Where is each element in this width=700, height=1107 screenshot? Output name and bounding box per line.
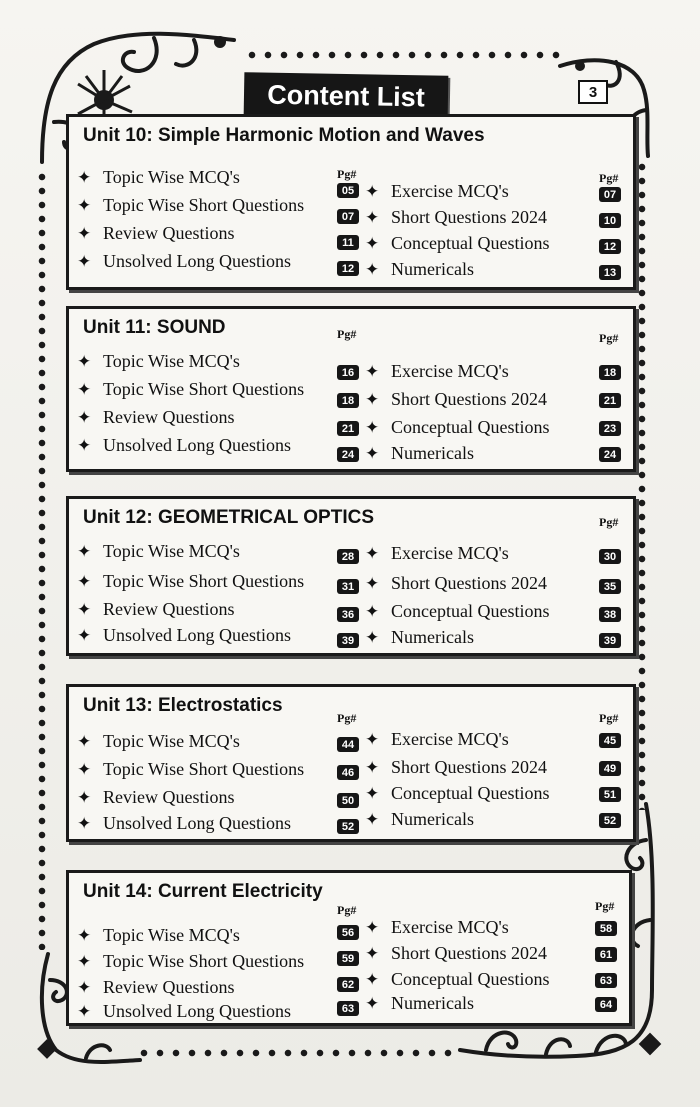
page-badge: 31: [337, 579, 359, 594]
item-label: Short Questions 2024: [391, 573, 548, 593]
page-badge: 56: [337, 925, 359, 940]
item-label: Short Questions 2024: [391, 757, 548, 777]
unit-10-box: [66, 114, 636, 290]
list-item: [77, 951, 304, 972]
star-bullet-icon: ✦: [365, 918, 380, 937]
page-badge: 24: [599, 447, 621, 462]
unit-13-box: [66, 684, 636, 842]
page-badge: 61: [595, 947, 617, 962]
page-badge: 12: [599, 239, 621, 254]
page-badge: 52: [337, 819, 359, 834]
star-bullet-icon: ✦: [77, 600, 92, 619]
list-item: [365, 573, 547, 594]
list-item: [365, 943, 547, 964]
star-bullet-icon: ✦: [77, 168, 92, 187]
page-badge: 11: [337, 235, 359, 250]
page-badge: 58: [595, 921, 617, 936]
star-bullet-icon: ✦: [77, 814, 92, 833]
star-bullet-icon: ✦: [77, 732, 92, 751]
list-item: [365, 443, 474, 464]
item-label: Exercise MCQ's: [391, 543, 509, 563]
page-badge: 24: [337, 447, 359, 462]
right-dotted-border: [636, 160, 648, 810]
list-item: [365, 543, 509, 564]
item-label: Review Questions: [103, 223, 235, 243]
star-bullet-icon: ✦: [77, 626, 92, 645]
list-item: [365, 361, 509, 382]
item-label: Topic Wise Short Questions: [103, 379, 305, 399]
item-label: Topic Wise MCQ's: [103, 541, 240, 561]
star-bullet-icon: ✦: [77, 408, 92, 427]
list-item: [77, 599, 234, 620]
page-badge: 23: [599, 421, 621, 436]
left-dotted-border: [36, 170, 48, 950]
list-item: [77, 731, 240, 752]
star-bullet-icon: ✦: [365, 602, 380, 621]
item-label: Topic Wise MCQ's: [103, 167, 240, 187]
page-badge: 18: [337, 393, 359, 408]
page-badge: 62: [337, 977, 359, 992]
list-item: [77, 223, 234, 244]
item-label: Numericals: [391, 259, 474, 279]
item-label: Conceptual Questions: [391, 969, 550, 989]
star-bullet-icon: ✦: [77, 252, 92, 271]
page-badge: 16: [337, 365, 359, 380]
star-bullet-icon: ✦: [77, 788, 92, 807]
list-item: [77, 379, 304, 400]
star-bullet-icon: ✦: [77, 572, 92, 591]
list-item: [77, 787, 234, 808]
item-label: Exercise MCQ's: [391, 181, 509, 201]
item-label: Unsolved Long Questions: [103, 251, 291, 271]
item-label: Conceptual Questions: [391, 601, 550, 621]
star-bullet-icon: ✦: [365, 182, 380, 201]
list-item: [77, 813, 291, 834]
list-item: [77, 195, 304, 216]
list-item: [77, 435, 291, 456]
bottom-dotted-border: [136, 1048, 456, 1058]
item-label: Unsolved Long Questions: [103, 625, 291, 645]
star-bullet-icon: ✦: [365, 944, 380, 963]
page-number: 3: [578, 80, 608, 104]
pg-label-right: Pg#: [599, 331, 619, 345]
list-item: [365, 601, 549, 622]
item-label: Numericals: [391, 809, 474, 829]
unit-12-box: [66, 496, 636, 656]
list-item: [365, 207, 547, 228]
unit-14-box: [66, 870, 632, 1026]
item-label: Topic Wise Short Questions: [103, 951, 305, 971]
list-item: [77, 351, 240, 372]
page-badge: 21: [337, 421, 359, 436]
pg-label-left: Pg#: [337, 167, 357, 181]
star-bullet-icon: ✦: [77, 1002, 92, 1021]
item-label: Topic Wise Short Questions: [103, 759, 305, 779]
star-bullet-icon: ✦: [77, 436, 92, 455]
item-label: Topic Wise MCQ's: [103, 731, 240, 751]
star-bullet-icon: ✦: [365, 574, 380, 593]
list-item: [365, 783, 549, 804]
star-bullet-icon: ✦: [77, 196, 92, 215]
star-bullet-icon: ✦: [365, 362, 380, 381]
pg-label-left: Pg#: [337, 711, 357, 725]
item-label: Conceptual Questions: [391, 783, 550, 803]
page-badge: 44: [337, 737, 359, 752]
item-label: Review Questions: [103, 599, 235, 619]
item-label: Short Questions 2024: [391, 207, 548, 227]
item-label: Review Questions: [103, 787, 235, 807]
pg-label-left: Pg#: [337, 903, 357, 917]
star-bullet-icon: ✦: [77, 952, 92, 971]
page-badge: 52: [599, 813, 621, 828]
star-bullet-icon: ✦: [77, 352, 92, 371]
item-label: Exercise MCQ's: [391, 729, 509, 749]
item-label: Topic Wise Short Questions: [103, 571, 305, 591]
item-label: Conceptual Questions: [391, 233, 550, 253]
item-label: Conceptual Questions: [391, 417, 550, 437]
list-item: [77, 251, 291, 272]
page-badge: 07: [337, 209, 359, 224]
item-label: Numericals: [391, 627, 474, 647]
star-bullet-icon: ✦: [365, 444, 380, 463]
unit-title: Unit 11: SOUND: [83, 317, 226, 338]
list-item: [365, 233, 549, 254]
page-badge: 59: [337, 951, 359, 966]
star-bullet-icon: ✦: [365, 208, 380, 227]
list-item: [365, 417, 549, 438]
list-item: [365, 259, 474, 280]
unit-title: Unit 10: Simple Harmonic Motion and Waves: [83, 125, 485, 146]
page-badge: 51: [599, 787, 621, 802]
list-item: [77, 541, 240, 562]
pg-label-left: Pg#: [337, 327, 357, 341]
star-bullet-icon: ✦: [365, 730, 380, 749]
unit-title: Unit 13: Electrostatics: [83, 695, 283, 716]
page-badge: 12: [337, 261, 359, 276]
list-item: [77, 167, 240, 188]
list-item: [365, 917, 509, 938]
page-badge: 63: [337, 1001, 359, 1016]
pg-label-right: Pg#: [599, 515, 619, 529]
page-badge: 30: [599, 549, 621, 564]
page-badge: 36: [337, 607, 359, 622]
page-badge: 05: [337, 183, 359, 198]
item-label: Unsolved Long Questions: [103, 1001, 291, 1021]
star-bullet-icon: ✦: [77, 224, 92, 243]
page-badge: 49: [599, 761, 621, 776]
item-label: Unsolved Long Questions: [103, 813, 291, 833]
list-item: [77, 407, 234, 428]
page-badge: 38: [599, 607, 621, 622]
item-label: Unsolved Long Questions: [103, 435, 291, 455]
page-badge: 45: [599, 733, 621, 748]
star-bullet-icon: ✦: [365, 810, 380, 829]
list-item: [365, 729, 509, 750]
pg-label-right: Pg#: [599, 171, 619, 185]
item-label: Review Questions: [103, 407, 235, 427]
star-bullet-icon: ✦: [365, 390, 380, 409]
page-badge: 10: [599, 213, 621, 228]
star-bullet-icon: ✦: [365, 784, 380, 803]
page-badge: 07: [599, 187, 621, 202]
unit-title: Unit 12: GEOMETRICAL OPTICS: [83, 507, 375, 528]
star-bullet-icon: ✦: [365, 628, 380, 647]
page-badge: 39: [599, 633, 621, 648]
star-bullet-icon: ✦: [77, 542, 92, 561]
item-label: Topic Wise Short Questions: [103, 195, 305, 215]
list-item: [365, 757, 547, 778]
page-badge: 46: [337, 765, 359, 780]
item-label: Topic Wise MCQ's: [103, 925, 240, 945]
star-bullet-icon: ✦: [77, 380, 92, 399]
item-label: Numericals: [391, 993, 474, 1013]
page-badge: 28: [337, 549, 359, 564]
star-bullet-icon: ✦: [365, 418, 380, 437]
list-item: [77, 1001, 291, 1022]
star-bullet-icon: ✦: [77, 978, 92, 997]
list-item: [365, 627, 474, 648]
star-bullet-icon: ✦: [365, 970, 380, 989]
page-badge: 21: [599, 393, 621, 408]
star-bullet-icon: ✦: [77, 760, 92, 779]
unit-11-box: [66, 306, 636, 472]
page-badge: 64: [595, 997, 617, 1012]
star-bullet-icon: ✦: [365, 758, 380, 777]
top-dotted-border: [244, 50, 564, 60]
list-item: [365, 993, 474, 1014]
pg-label-right: Pg#: [599, 711, 619, 725]
star-bullet-icon: ✦: [365, 994, 380, 1013]
page-badge: 35: [599, 579, 621, 594]
star-bullet-icon: ✦: [365, 544, 380, 563]
page-badge: 39: [337, 633, 359, 648]
list-item: [365, 809, 474, 830]
page-badge: 63: [595, 973, 617, 988]
list-item: [77, 977, 234, 998]
page-badge: 50: [337, 793, 359, 808]
list-item: [77, 925, 240, 946]
page-title: Content List: [244, 72, 449, 120]
item-label: Exercise MCQ's: [391, 917, 509, 937]
star-bullet-icon: ✦: [365, 260, 380, 279]
list-item: [77, 759, 304, 780]
item-label: Numericals: [391, 443, 474, 463]
list-item: [365, 181, 509, 202]
item-label: Short Questions 2024: [391, 943, 548, 963]
list-item: [77, 571, 304, 592]
page-badge: 13: [599, 265, 621, 280]
star-bullet-icon: ✦: [365, 234, 380, 253]
item-label: Review Questions: [103, 977, 235, 997]
item-label: Topic Wise MCQ's: [103, 351, 240, 371]
pg-label-right: Pg#: [595, 899, 615, 913]
page-badge: 18: [599, 365, 621, 380]
list-item: [365, 969, 549, 990]
item-label: Short Questions 2024: [391, 389, 548, 409]
unit-title: Unit 14: Current Electricity: [83, 881, 323, 902]
list-item: [365, 389, 547, 410]
star-bullet-icon: ✦: [77, 926, 92, 945]
list-item: [77, 625, 291, 646]
item-label: Exercise MCQ's: [391, 361, 509, 381]
